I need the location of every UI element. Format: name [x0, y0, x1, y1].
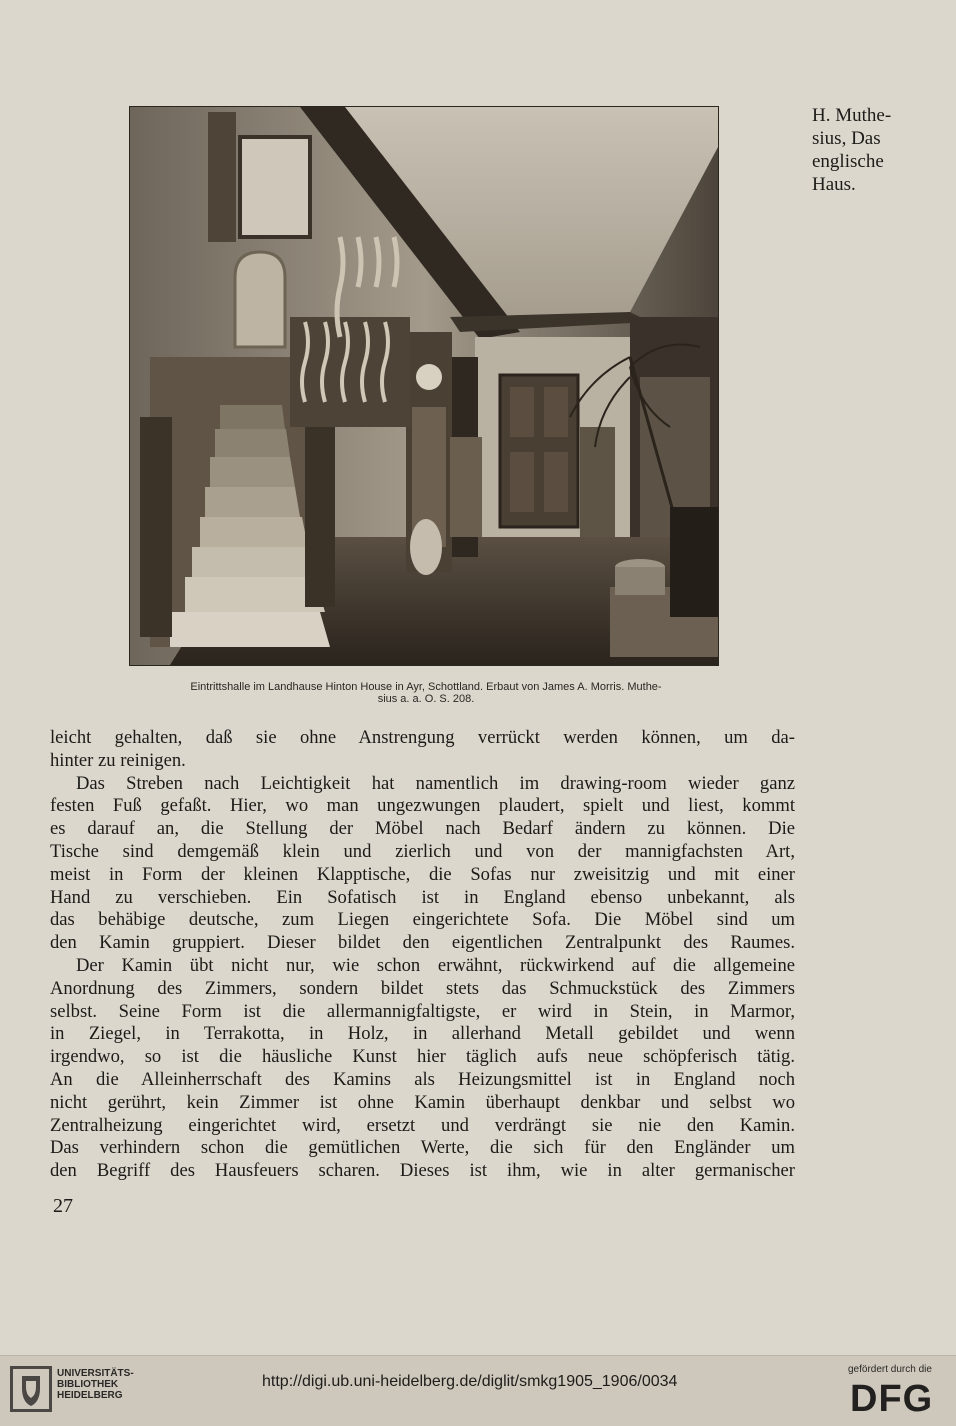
text-line: in Ziegel, in Terrakotta, in Holz, in allerhand Metall gebildet und wenn	[50, 1023, 795, 1045]
text-line: Hand zu verschieben. Ein Sofatisch ist in England ebenso unbekannt, als	[50, 886, 795, 908]
margin-note-line: H. Muthe-	[812, 105, 892, 126]
text-line: Anordnung des Zimmers, sondern bildet stets das Schmuckstück des Zimmers	[50, 977, 795, 999]
text-line: An die Alleinherrschaft des Kamins als Heizungsmittel ist in England noch	[50, 1068, 795, 1090]
university-seal-icon	[10, 1366, 52, 1412]
caption-line: Eintrittshalle im Landhause Hinton House in Ayr, Schottland. Erbaut von James A. Morris. Muthe-	[190, 681, 662, 693]
text-line: es darauf an, die Stellung der Möbel nach Bedarf ändern zu können. Die	[50, 818, 795, 840]
text-line: Zentralheizung eingerichtet wird, ersetzt und verdrängt sie nie den Kamin.	[50, 1114, 795, 1136]
text-line: irgendwo, so ist die häusliche Kunst hier täglich aufs neue schöpferisch tätig.	[50, 1046, 795, 1068]
caption-line: sius a. a. O. S. 208.	[377, 693, 475, 705]
text-line: das behäbige deutsche, zum Liegen eingerichtete Sofa. Die Möbel sind um	[50, 909, 795, 931]
dfg-logo: DFG	[850, 1378, 934, 1420]
text-line: Das Streben nach Leichtigkeit hat namentlich im drawing-room wieder ganz	[76, 772, 795, 794]
text-line: festen Fuß gefaßt. Hier, wo man ungezwungen plaudert, spielt und liest, kommt	[50, 795, 795, 817]
photo-caption	[90, 681, 762, 705]
body-text	[50, 727, 795, 1183]
text-line: hinter zu reinigen.	[50, 749, 186, 771]
sponsor-text: gefördert durch die	[848, 1364, 932, 1375]
margin-note	[812, 104, 942, 196]
text-line: den Begriff des Hausfeuers scharen. Dieses ist ihm, wie in alter germanischer	[50, 1160, 795, 1182]
university-name-line: BIBLIOTHEK	[57, 1379, 119, 1390]
text-line: Das verhindern schon die gemütlichen Werte, die sich für den Engländer um	[50, 1137, 795, 1159]
page-number: 27	[53, 1195, 73, 1217]
margin-note-line: Haus.	[812, 174, 856, 195]
margin-note-line: sius, Das	[812, 128, 881, 149]
university-name-line: UNIVERSITÄTS-	[57, 1368, 134, 1379]
hall-photograph	[129, 106, 719, 666]
university-name-line: HEIDELBERG	[57, 1390, 123, 1401]
text-line: Der Kamin übt nicht nur, wie schon erwähnt, rückwirkend auf die allgemeine	[76, 954, 795, 976]
staircase-hall-illustration	[130, 107, 718, 665]
text-line: leicht gehalten, daß sie ohne Anstrengung verrückt werden können, um da-	[50, 727, 795, 748]
permalink-url[interactable]: http://digi.ub.uni-heidelberg.de/diglit/smkg1905_1906/0034	[262, 1373, 678, 1390]
text-line: meist in Form der kleinen Klapptische, die Sofas nur zweisitzig und mit einer	[50, 863, 795, 885]
text-line: selbst. Seine Form ist die allermannigfaltigste, er wird in Stein, in Marmor,	[50, 1000, 795, 1022]
text-line: nicht gerührt, kein Zimmer ist ohne Kamin überhaupt denkbar und selbst wo	[50, 1091, 795, 1113]
text-line: den Kamin gruppiert. Dieser bildet den eigentlichen Zentralpunkt des Raumes.	[50, 932, 795, 954]
digitization-footer	[0, 1355, 956, 1426]
margin-note-line: englische	[812, 151, 884, 172]
text-line: Tische sind demgemäß klein und zierlich und von der mannigfachsten Art,	[50, 840, 795, 862]
university-name	[57, 1368, 134, 1401]
